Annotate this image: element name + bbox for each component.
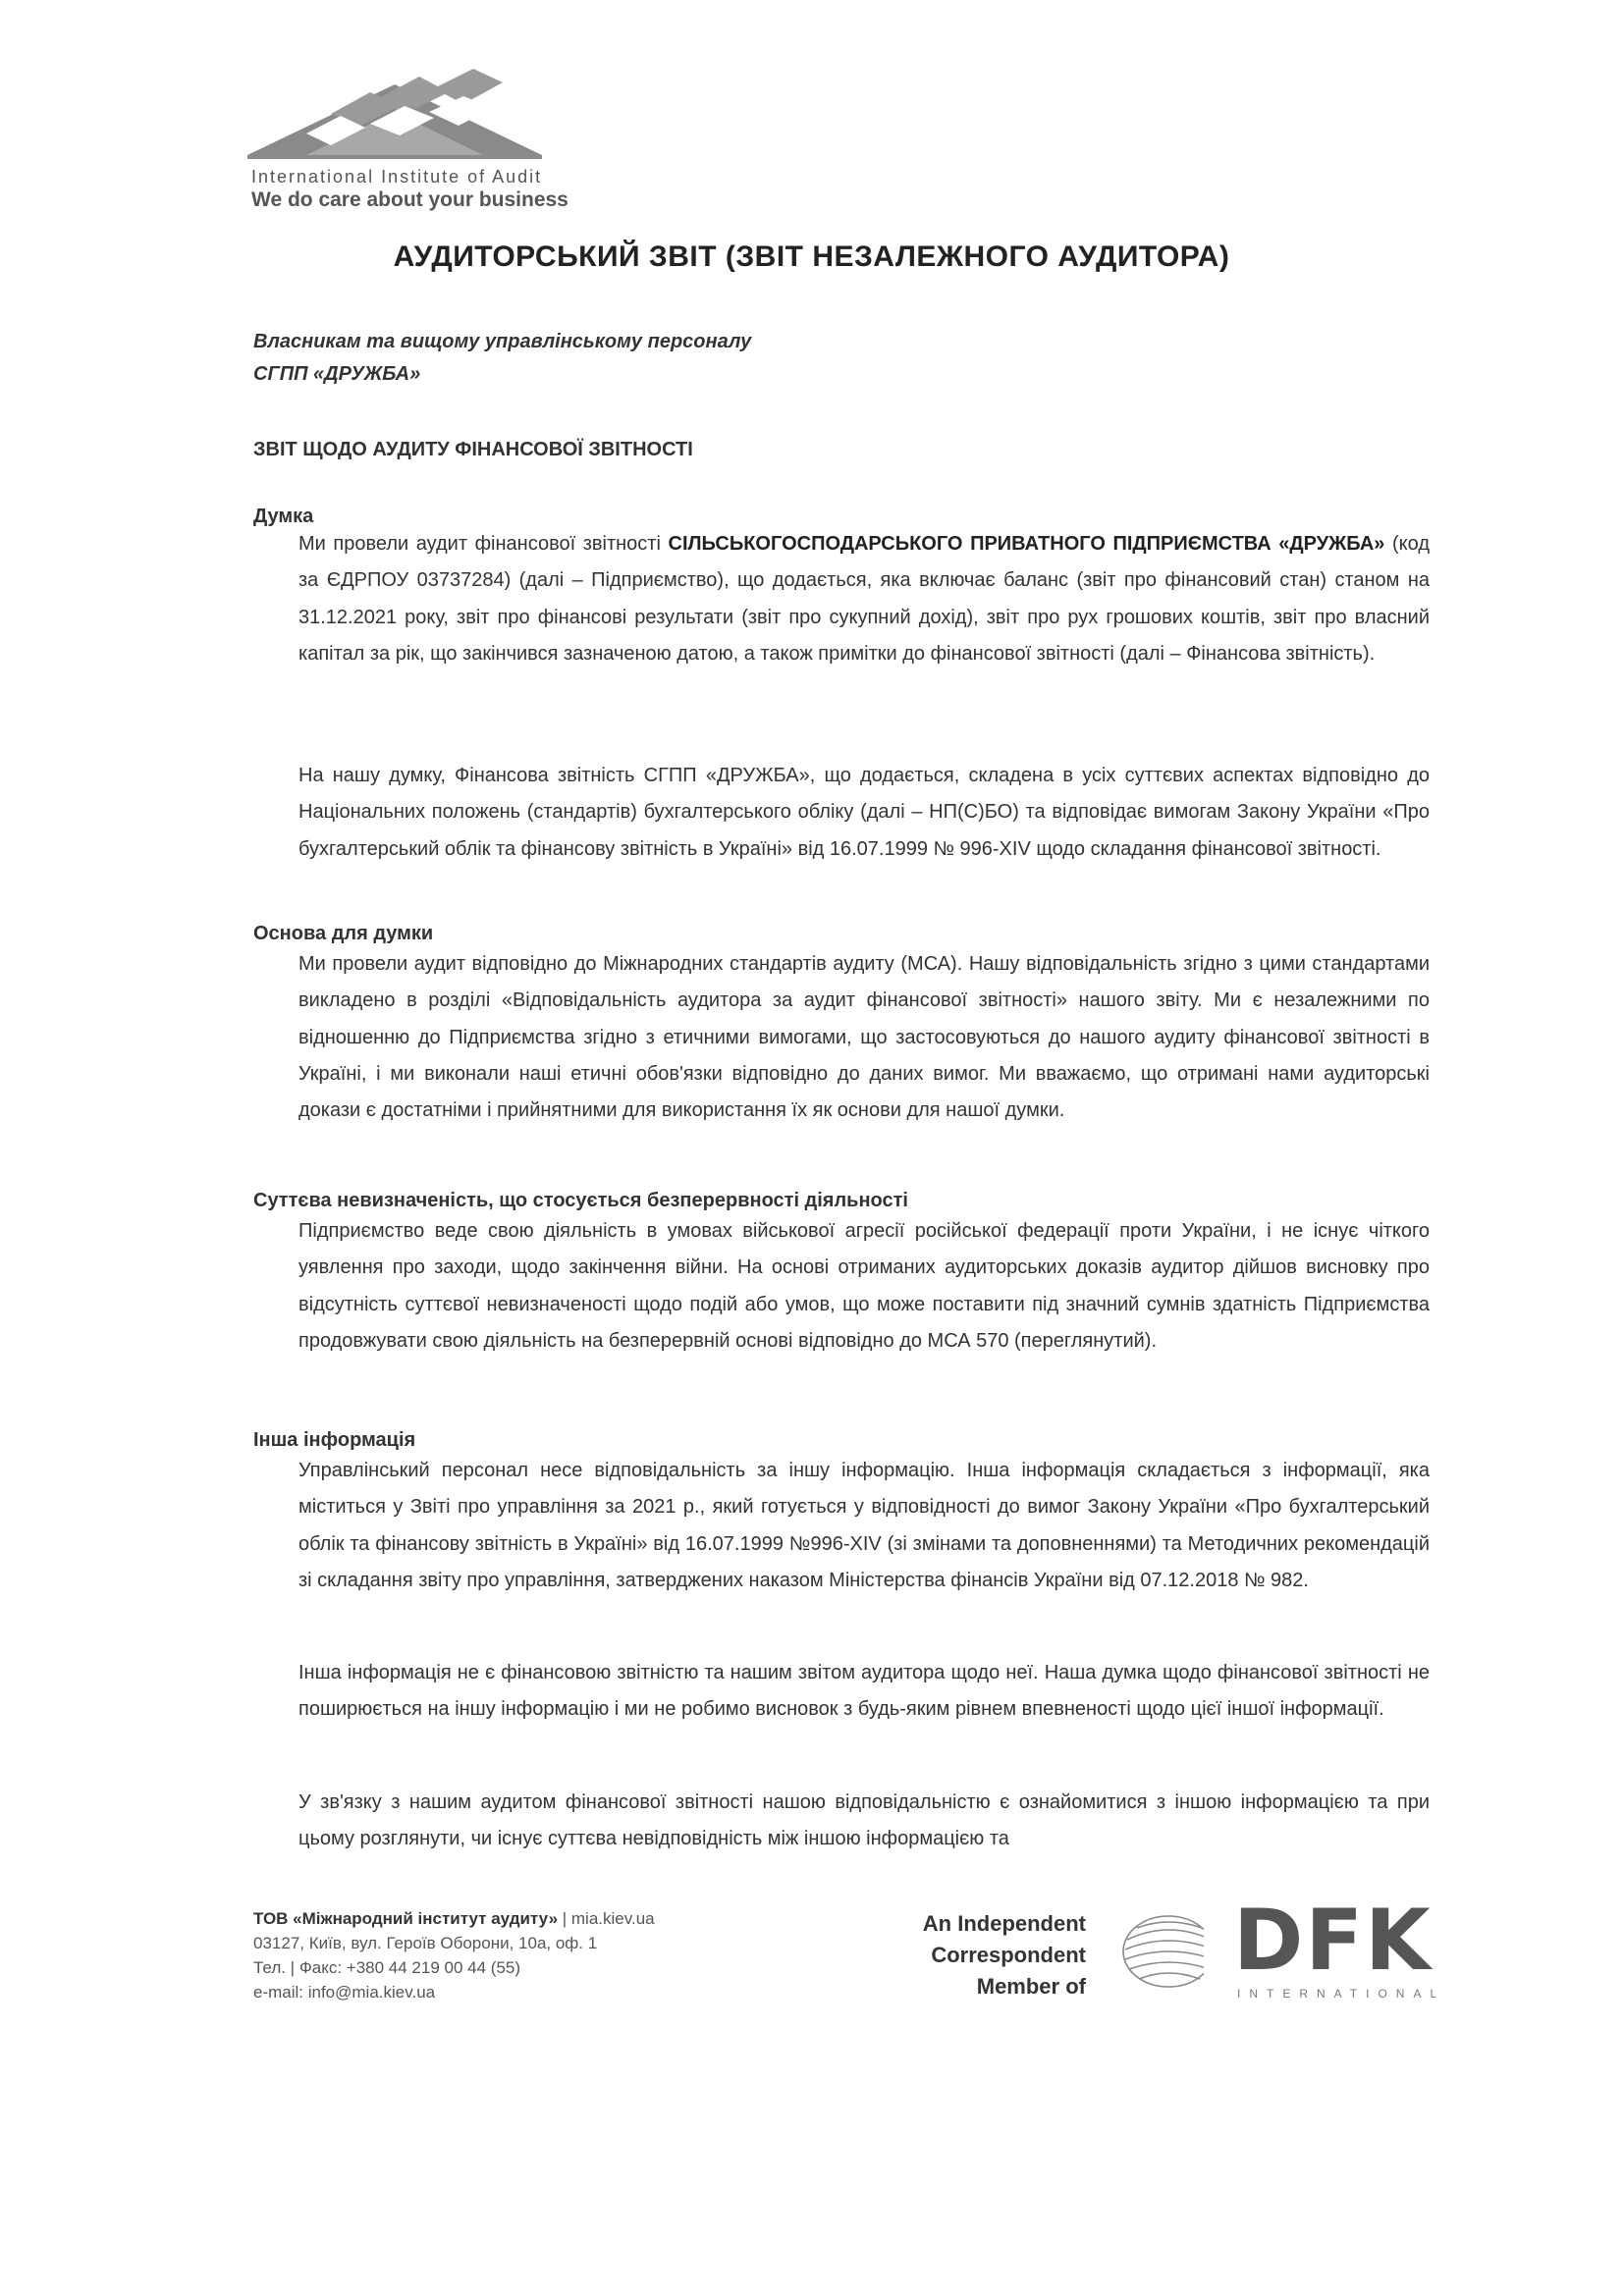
- footer-website[interactable]: | mia.kiev.ua: [558, 1909, 655, 1928]
- other-info-heading: Інша інформація: [253, 1429, 416, 1451]
- opinion-text-start: Ми провели аудит фінансової звітності: [298, 533, 669, 555]
- footer-org-name: ТОВ «Міжнародний інститут аудиту»: [253, 1909, 559, 1928]
- basis-paragraph: Ми провели аудит відповідно до Міжнародних стандартів аудиту (МСА). Нашу відповідальність згідно з цими стандартами викладено в розділі «Відповідальність аудитора за аудит фінансової звітності» нашого звіту. Ми є незалежними по відношенню до Підприємства згідно з етичними вимогами, що застосовуються до нашого аудиту фінансової звітності в Україні, і ми виконали наші етичні обов'язки відповідно до даних вимог. Ми вважаємо, що отримані нами аудиторські докази є достатніми і прийнятними для використання їх як основи для нашої думки.: [298, 953, 1430, 1122]
- globe-icon: [1117, 1910, 1223, 1993]
- logo-org-name: International Institute of Audit: [251, 167, 543, 187]
- footer-email[interactable]: e-mail: info@mia.kiev.ua: [253, 1983, 436, 2002]
- footer-phone: Тел. | Факс: +380 44 219 00 44 (55): [253, 1958, 521, 1977]
- going-concern-paragraph: Підприємство веде свою діяльність в умовах військової агресії російської федерації проти України, і не існує чіткого уявлення про заходи, щодо закінчення війни. На основі отриманих аудиторських доказів аудитор дійшов висновку про відсутність суттєвої невизначеності щодо подій або умов, що може поставити під значний сумнів здатність Підприємства продовжувати свою діяльність на безперервній основі відповідно до МСА 570 (переглянутий).: [298, 1220, 1430, 1352]
- other-info-paragraph-2: Інша інформація не є фінансовою звітністю та нашим звітом аудитора щодо неї. Наша думка щодо фінансової звітності не поширюється на іншу інформацію і ми не робимо висновок з будь-яким рівнем впевненості щодо цієї іншої інформації.: [298, 1662, 1430, 1721]
- basis-heading: Основа для думки: [253, 923, 434, 944]
- opinion-heading: Думка: [253, 506, 314, 527]
- other-info-paragraph-1: Управлінський персонал несе відповідальність за іншу інформацію. Інша інформація складається з інформації, яка міститься у Звіті про управління за 2021 р., який готується у відповідності до вимог Закону України «Про бухгалтерський облік та фінансову звітність в Україні» від 16.07.1999 №996-XIV (зі змінами та доповненнями) та Методичних рекомендацій зі складання звіту про управління, затверджених наказом Міністерства фінансів України від 07.12.2018 № 982.: [298, 1460, 1430, 1591]
- document-title: АУДИТОРСЬКИЙ ЗВІТ (ЗВІТ НЕЗАЛЕЖНОГО АУДИТОРА): [393, 240, 1230, 273]
- dfk-international: INTERNATIONAL: [1237, 1987, 1446, 2001]
- opinion-paragraph-1: [298, 526, 1430, 672]
- logo-slogan: We do care about your business: [251, 188, 568, 211]
- dfk-logo: [1117, 1892, 1446, 2010]
- opinion-paragraph-2: На нашу думку, Фінансова звітність СГПП «ДРУЖБА», що додається, складена в усіх суттєвих аспектах відповідно до Національних положень (стандартів) бухгалтерського обліку (далі – НП(С)БО) та відповідає вимогам Закону України «Про бухгалтерський облік та фінансову звітність в Україні» від 16.07.1999 № 996-XIV щодо складання фінансової звітності.: [298, 765, 1430, 860]
- other-info-paragraph-3: У зв'язку з нашим аудитом фінансової звітності нашою відповідальністю є ознайомитися з іншою інформацією та при цьому розглянути, чи існує суттєва невідповідність між іншою інформацією та: [298, 1791, 1430, 1850]
- footer-address: 03127, Київ, вул. Героїв Оборони, 10а, оф. 1: [253, 1934, 598, 1952]
- addressee-line-2: СГПП «ДРУЖБА»: [253, 363, 421, 385]
- member-statement: [864, 1908, 1086, 2002]
- section-title: ЗВІТ ЩОДО АУДИТУ ФІНАНСОВОЇ ЗВІТНОСТІ: [253, 439, 693, 460]
- institute-logo: [247, 65, 660, 212]
- member-line-1: An Independent: [922, 1911, 1086, 1936]
- going-concern-heading: Суттєва невизначеність, що стосується безперервності діяльності: [253, 1190, 908, 1211]
- opinion-text-end: (код за ЄДРПОУ 03737284) (далі – Підприємство), що додається, яка включає баланс (звіт про фінансовий стан) станом на 31.12.2021 року, звіт про фінансові результати (звіт про сукупний дохід), звіт про рух грошових коштів, звіт про власний капітал за рік, що закінчився зазначеною датою, а також примітки до фінансової звітності (далі – Фінансова звітність).: [298, 533, 1431, 665]
- member-line-2: Correspondent: [931, 1943, 1086, 1967]
- member-line-3: Member of: [976, 1974, 1086, 1999]
- company-name: СІЛЬСЬКОГОСПОДАРСЬКОГО ПРИВАТНОГО ПІДПРИЄМСТВА «ДРУЖБА»: [668, 533, 1385, 555]
- dfk-wordmark: DFK: [1233, 1892, 1433, 1990]
- addressee-block: [253, 326, 751, 391]
- footer-contacts: [253, 1906, 655, 2004]
- mountains-logo-icon: [247, 65, 562, 163]
- addressee-line-1: Власникам та вищому управлінському персоналу: [253, 331, 752, 352]
